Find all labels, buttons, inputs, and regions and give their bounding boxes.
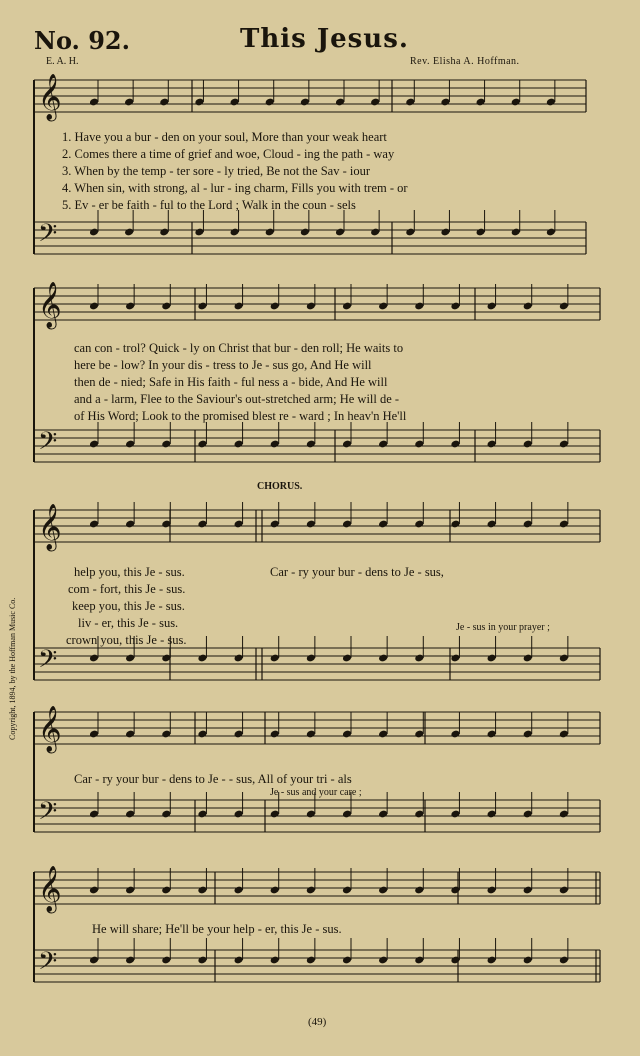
bass-words-2: Je - sus and your care ; <box>270 787 362 798</box>
verse-4-line-c: liv - er, this Je - sus. <box>78 616 179 630</box>
verse-2-line-a: 2. Comes there a time of grief and woe, Cloud - ing the path - way <box>62 147 395 161</box>
verse-4-line-b: and a - larm, Flee to the Saviour's out-stretched arm; He will de - <box>74 392 400 406</box>
treble-clef-icon: 𝄞 <box>38 504 62 550</box>
copyright-notice: Copyright, 1894, by the Hoffman Music Co. <box>8 597 17 740</box>
chorus-label: CHORUS. <box>257 481 303 492</box>
treble-clef-icon: 𝄞 <box>38 866 62 912</box>
bass-words-1: Je - sus in your prayer ; <box>456 622 550 633</box>
author-credit: Rev. Elisha A. Hoffman. <box>410 56 520 67</box>
hymn-title: This Jesus. <box>240 24 409 54</box>
verse-3-line-c: keep you, this Je - sus. <box>72 599 185 613</box>
treble-clef-icon: 𝄞 <box>38 706 62 752</box>
bass-clef-icon: 𝄢 <box>38 219 58 254</box>
treble-clef-icon: 𝄞 <box>38 74 62 120</box>
verse-3-line-b: then de - nied; Safe in His faith - ful ness a - bide, And He will <box>74 375 388 389</box>
verse-4-line-a: 4. When sin, with strong, al - lur - ing charm, Fills you with trem - or <box>62 181 408 195</box>
chorus-line-1: Car - ry your bur - dens to Je - sus, <box>270 565 444 579</box>
verse-2-line-b: here be - low? In your dis - tress to Je - sus go, And He will <box>74 358 372 372</box>
bass-clef-icon: 𝄢 <box>38 645 58 680</box>
verse-1-line-b: can con - trol? Quick - ly on Christ that bur - den roll; He waits to <box>74 341 404 355</box>
page-number: (49) <box>308 1016 327 1028</box>
verse-3-line-a: 3. When by the temp - ter sore - ly tried, Be not the Sav - iour <box>62 164 371 178</box>
treble-clef-icon: 𝄞 <box>38 282 62 328</box>
hymn-number: No. 92. <box>34 26 130 55</box>
verse-1-line-c: help you, this Je - sus. <box>74 565 185 579</box>
composer-credit: E. A. H. <box>46 56 79 67</box>
bass-clef-icon: 𝄢 <box>38 797 58 832</box>
verse-2-line-c: com - fort, this Je - sus. <box>68 582 186 596</box>
chorus-line-2: Car - ry your bur - dens to Je - - sus, All of your tri - als <box>74 772 352 786</box>
bass-clef-icon: 𝄢 <box>38 427 58 462</box>
verse-1-line-a: 1. Have you a bur - den on your soul, More than your weak heart <box>62 130 387 144</box>
verse-5-line-c: crown you, this Je - sus. <box>66 633 187 647</box>
chorus-line-3: He will share; He'll be your help - er, this Je - sus. <box>92 922 342 936</box>
verse-5-line-a: 5. Ev - er be faith - ful to the Lord ; Walk in the coun - sels <box>62 198 356 212</box>
bass-clef-icon: 𝄢 <box>38 947 58 982</box>
verse-5-line-b: of His Word; Look to the promised blest re - ward ; In heav'n He'll <box>74 409 407 423</box>
